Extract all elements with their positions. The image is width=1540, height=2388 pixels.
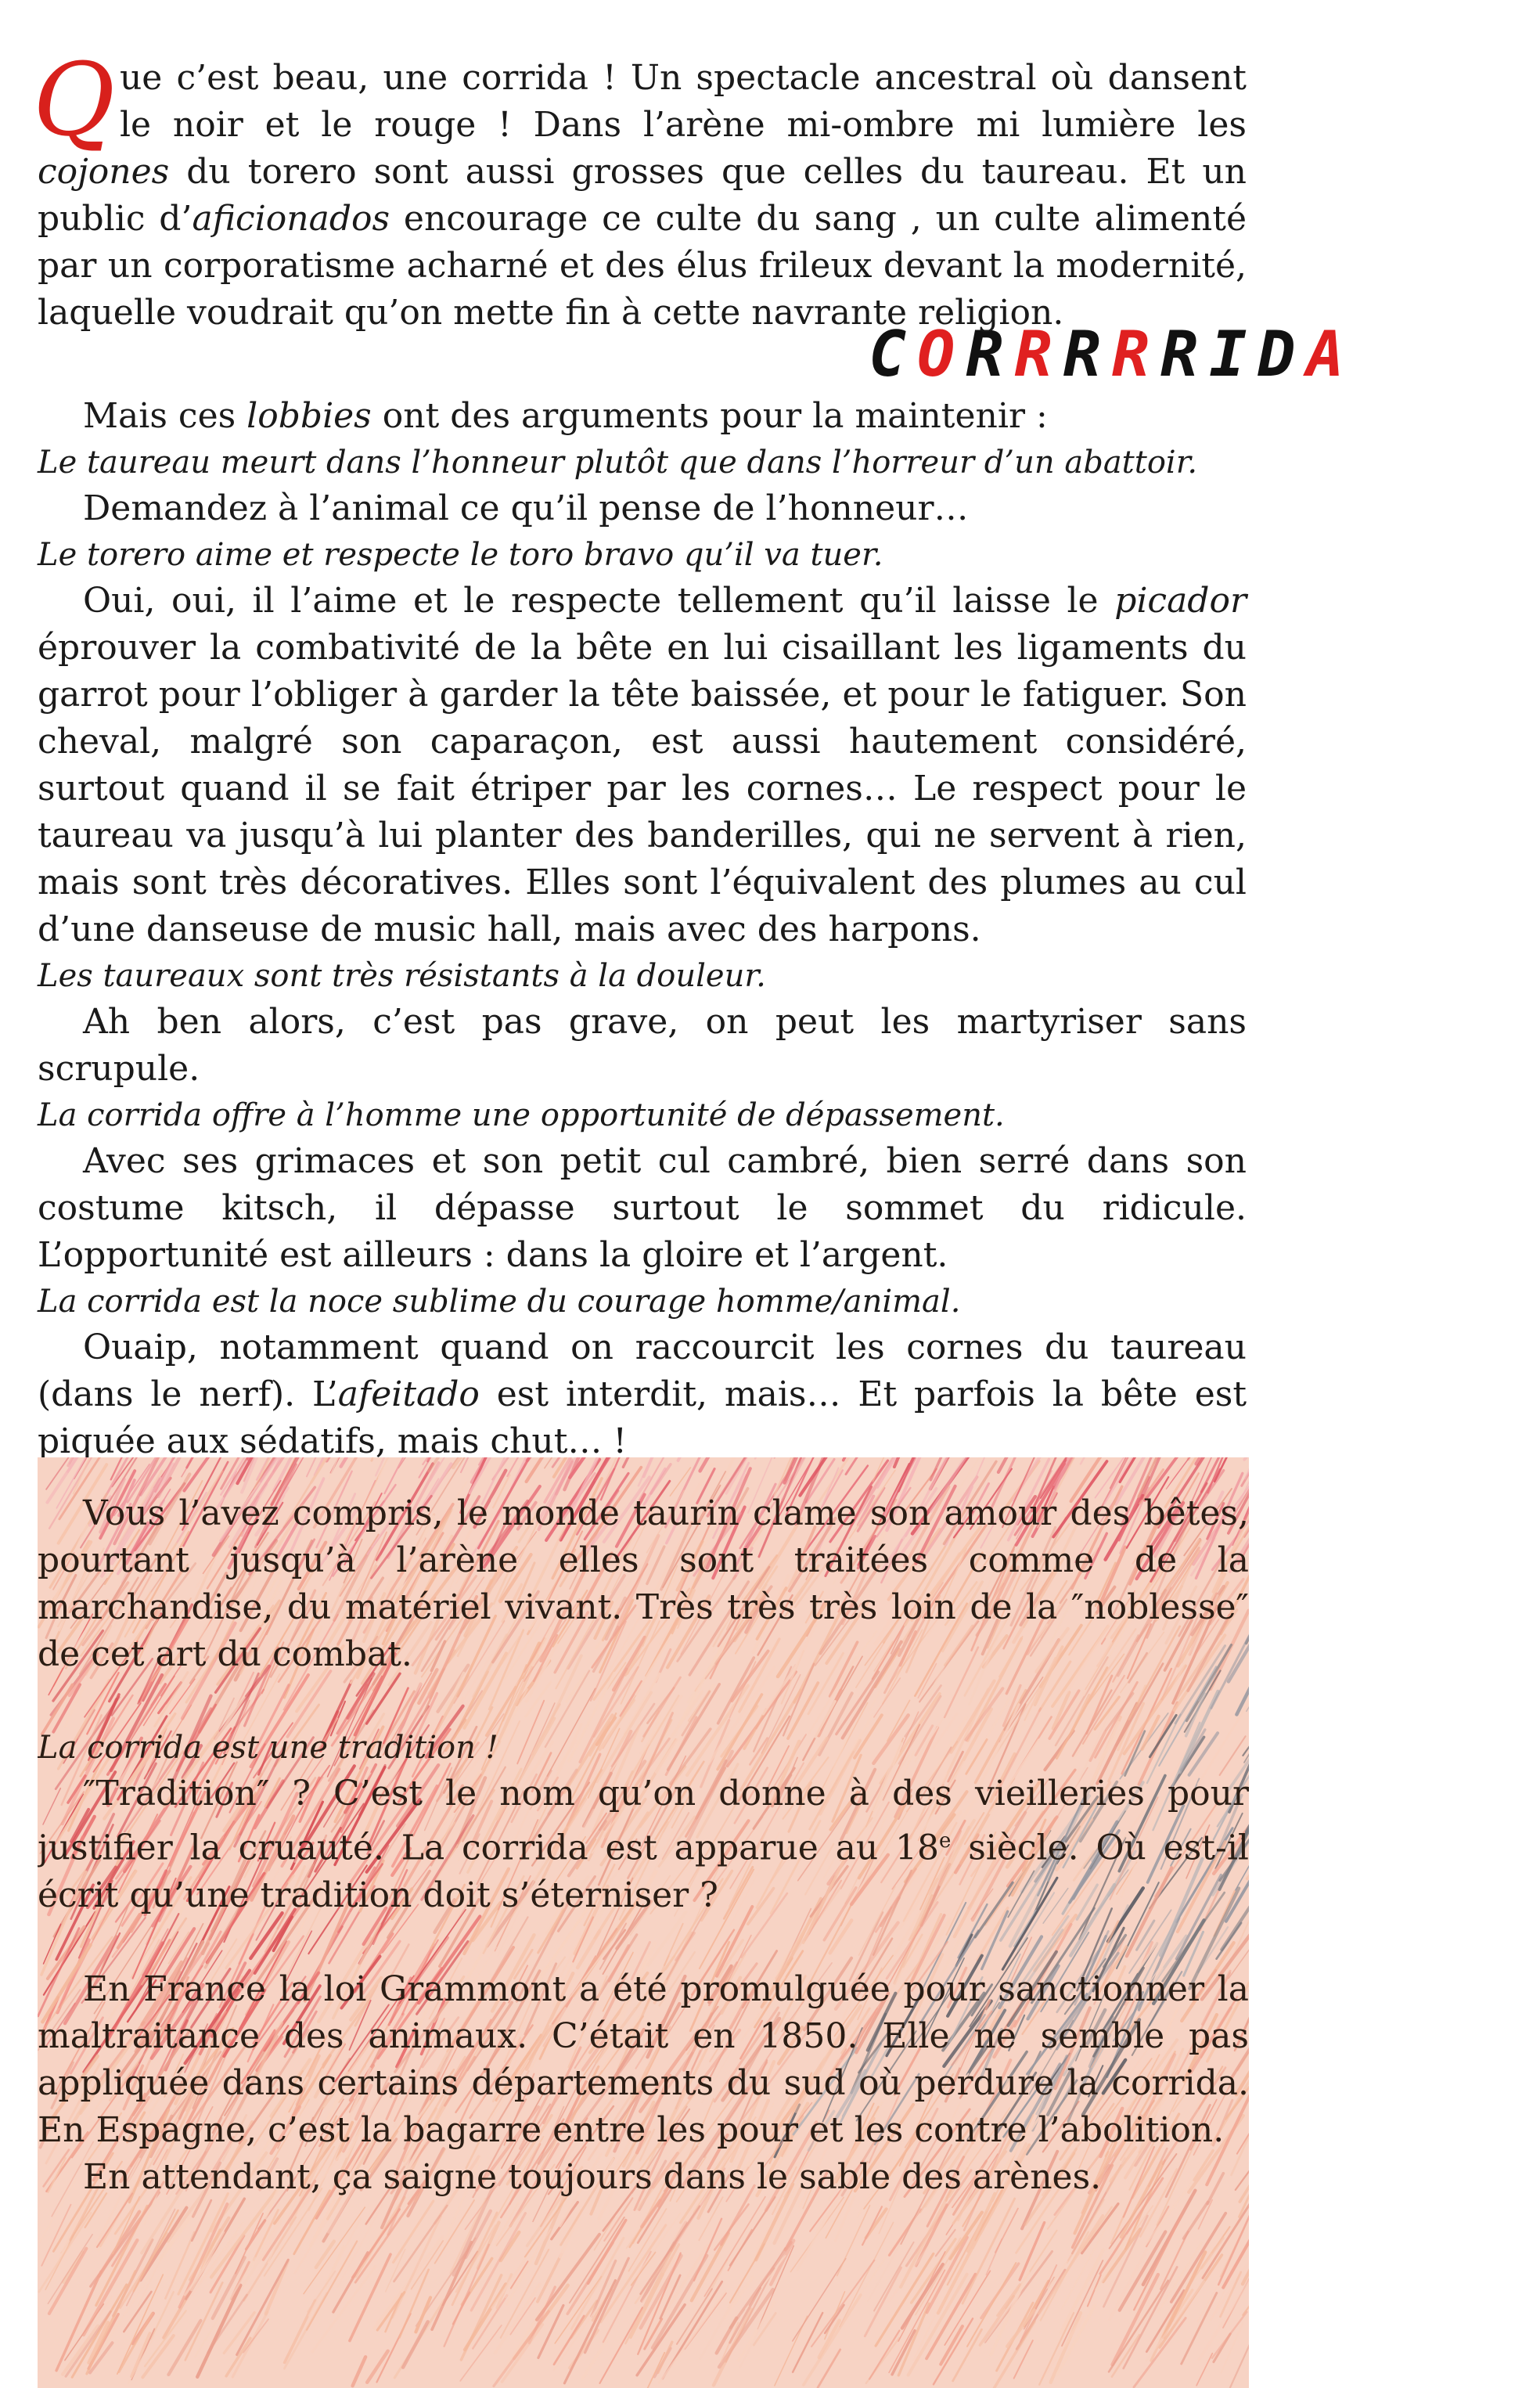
title-letter: O bbox=[917, 318, 966, 391]
rebuttal-paragraph: Oui, oui, il l’aime et le respecte tellement qu’il laisse le picador éprouver la combativité de la bête en lui cisaillant les ligaments du garrot pour l’obliger à garder la tête baissée, et pour le fatiguer. Son cheval, malgré son caparaçon, est aussi hautement considéré, surtout quand il se fait étriper par les cornes… Le respect pour le taureau va jusqu’à lui planter des banderilles, qui ne servent à rien, mais sont très décoratives. Elles sont l’équivalent des plumes au cul d’une danseuse de music hall, mais avec des harpons. bbox=[38, 581, 1247, 949]
drop-cap: Q bbox=[33, 42, 115, 159]
title-letter: C bbox=[869, 318, 918, 391]
article-body bbox=[33, 42, 1247, 1465]
argument-quote: La corrida est la noce sublime du courage homme/animal. bbox=[38, 1284, 961, 1320]
title-letter: R bbox=[1014, 318, 1063, 391]
title-letter: R bbox=[1063, 318, 1112, 391]
title-letter: R bbox=[1111, 318, 1161, 391]
intro-paragraph: Que c’est beau, une corrida ! Un spectacle ancestral où dansent le noir et le rouge ! Dans l’arène mi-ombre mi lumière les cojones du torero sont aussi grosses que celles du taureau. Et un public d’aficionados encourage ce culte du sang , un culte alimenté par un corporatisme acharné et des élus frileux devant la modernité, laquelle voudrait qu’on mette fin à cette navrante religion. bbox=[33, 42, 1247, 333]
title-letter: R bbox=[1160, 318, 1210, 391]
title-letter: D bbox=[1258, 318, 1307, 391]
box-paragraph: Vous l’avez compris, le monde taurin clame son amour des bêtes, pourtant jusqu’à l’arène elles sont traitées comme de la marchandise, du matériel vivant. Très très très loin de la ″noblesse″ de cet art du combat. bbox=[38, 1493, 1249, 1674]
lobbies-paragraph: Mais ces lobbies ont des arguments pour la maintenir : bbox=[83, 396, 1048, 436]
title-letter: R bbox=[966, 318, 1015, 391]
argument-quote: Le taureau meurt dans l’honneur plutôt que dans l’horreur d’un abattoir. bbox=[38, 445, 1198, 481]
rebuttal-paragraph: Ouaip, notamment quand on raccourcit les cornes du taureau (dans le nerf). L’afeitado est interdit, mais… Et parfois la bête est piquée aux sédatifs, mais chut… ! bbox=[38, 1327, 1247, 1461]
title-letter: A bbox=[1306, 318, 1355, 391]
title-letter: I bbox=[1209, 318, 1258, 391]
argument-quote: Le torero aime et respecte le toro bravo qu’il va tuer. bbox=[38, 537, 883, 573]
box-paragraph: ″Tradition″ ? C’est le nom qu’on donne à des vieilleries pour justifier la cruauté. La corrida est apparue au 18e siècle. Où est-il écrit qu’une tradition doit s’éterniser ? bbox=[38, 1774, 1249, 1915]
argument-quote: La corrida offre à l’homme une opportunité de dépassement. bbox=[38, 1097, 1005, 1133]
scribble-illustration-box bbox=[38, 1457, 1249, 2388]
box-paragraph: En attendant, ça saigne toujours dans le sable des arènes. bbox=[83, 2156, 1102, 2197]
box-paragraph: En France la loi Grammont a été promulguée pour sanctionner la maltraitance des animaux. C’était en 1850. Elle ne semble pas appliquée dans certains départements du sud où perdure la corrida. En Espagne, c’est la bagarre entre les pour et les contre l’abolition. bbox=[38, 1968, 1249, 2150]
box-text bbox=[38, 1490, 1249, 2201]
rebuttal-paragraph: Avec ses grimaces et son petit cul cambré, bien serré dans son costume kitsch, il dépasse surtout le sommet du ridicule. L’opportunité est ailleurs : dans la gloire et l’argent. bbox=[38, 1141, 1247, 1275]
argument-quote: Les taureaux sont très résistants à la douleur. bbox=[38, 958, 766, 994]
rebuttal-paragraph: Ah ben alors, c’est pas grave, on peut les martyriser sans scrupule. bbox=[38, 1002, 1247, 1089]
argument-quote: La corrida est une tradition ! bbox=[38, 1730, 498, 1766]
rebuttal-paragraph: Demandez à l’animal ce qu’il pense de l’honneur… bbox=[83, 488, 969, 528]
